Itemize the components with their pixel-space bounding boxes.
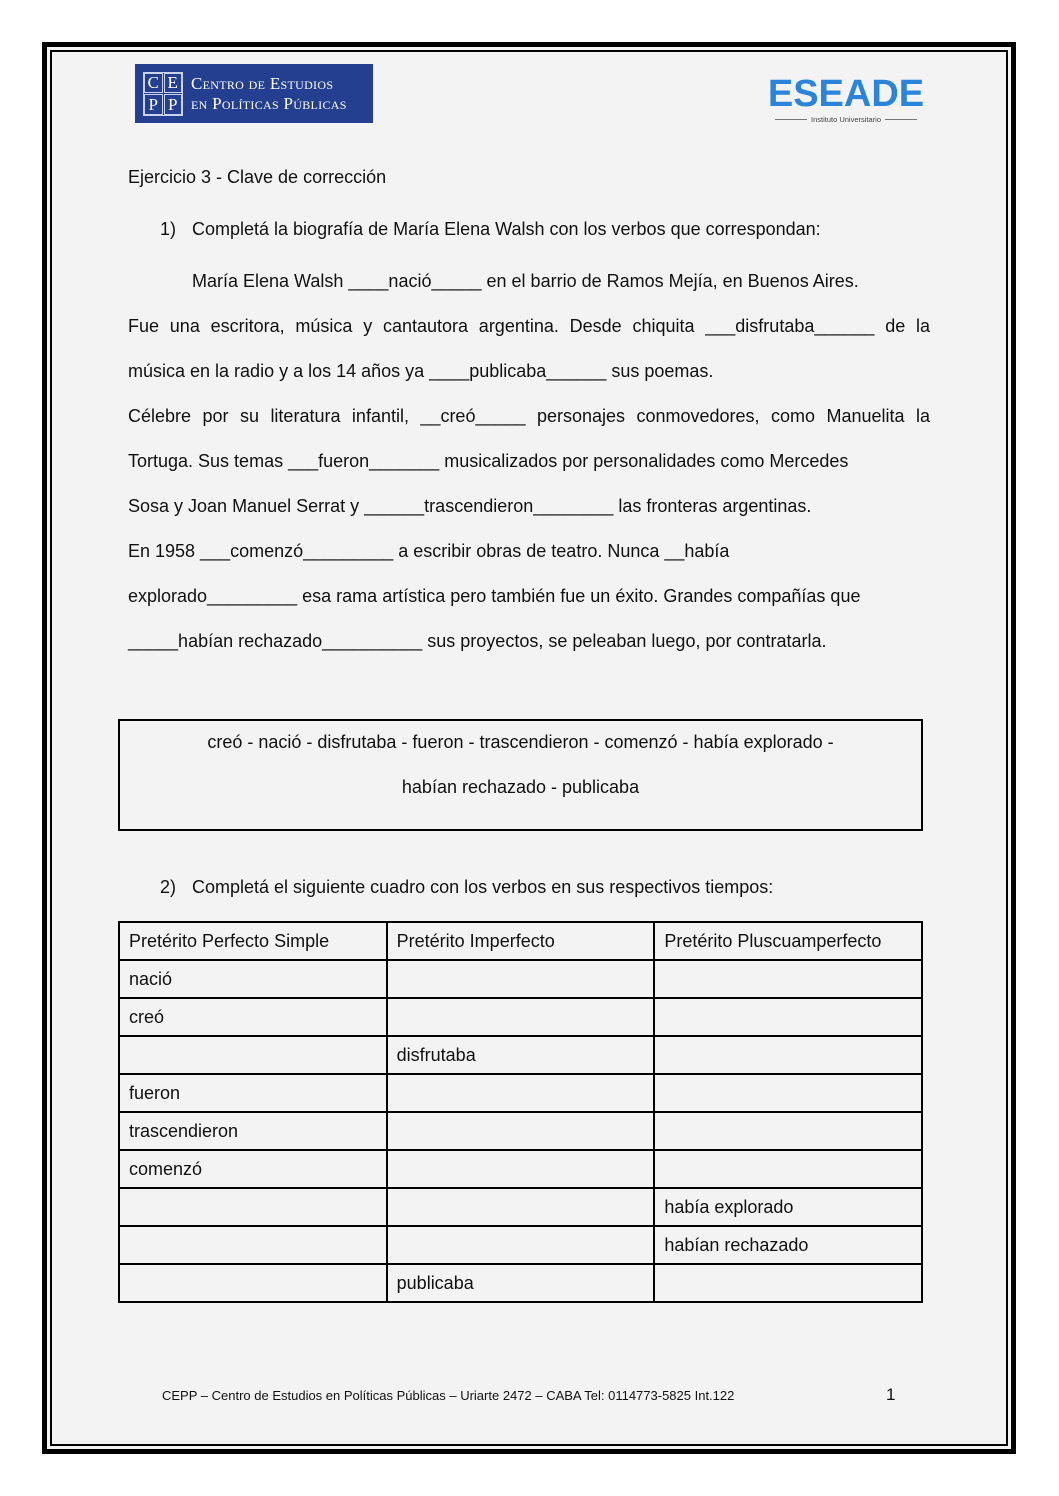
verb-tense-table (118, 921, 923, 1303)
table-cell (119, 1188, 387, 1226)
word-bank-line: habían rechazado - publicaba (401, 777, 640, 797)
table-row (119, 1112, 922, 1150)
biography-line: Tortuga. Sus temas ___fueron_______ musicalizados por personalidades como Mercedes (128, 451, 849, 471)
cepp-letter: P (164, 94, 183, 115)
divider (885, 119, 917, 120)
table-cell (387, 1188, 655, 1226)
table-cell: trascendieron (119, 1112, 387, 1150)
eseade-subtitle (766, 115, 926, 124)
eseade-logo (766, 74, 926, 124)
cepp-letter: P (144, 94, 163, 115)
word-bank-line: creó - nació - disfrutaba - fueron - trascendieron - comenzó - había explorado - (207, 732, 834, 752)
table-cell: disfrutaba (387, 1036, 655, 1074)
table-cell: publicaba (387, 1264, 655, 1302)
table-cell: comenzó (119, 1150, 387, 1188)
footer-address: CEPP – Centro de Estudios en Políticas Públicas – Uriarte 2472 – CABA Tel: 0114773-5825 Int.122 (162, 1388, 735, 1403)
table-cell (387, 960, 655, 998)
table-cell (654, 960, 922, 998)
cepp-name-line2: en Políticas Públicas (191, 93, 347, 113)
table-row (119, 998, 922, 1036)
biography-line: Sosa y Joan Manuel Serrat y ______trascendieron________ las fronteras argentinas. (128, 496, 812, 516)
table-cell: nació (119, 960, 387, 998)
biography-line: En 1958 ___comenzó_________ a escribir obras de teatro. Nunca __había (128, 541, 730, 561)
biography-line: Fue una escritora, música y cantautora argentina. Desde chiquita ___disfrutaba______ de la (128, 316, 930, 336)
table-cell: creó (119, 998, 387, 1036)
biography-line: explorado_________ esa rama artística pero también fue un éxito. Grandes compañías que (128, 586, 861, 606)
table-row (119, 1264, 922, 1302)
column-header: Pretérito Perfecto Simple (119, 922, 387, 960)
table-cell (654, 1074, 922, 1112)
table-row (119, 1226, 922, 1264)
table-cell: fueron (119, 1074, 387, 1112)
divider (775, 119, 807, 120)
table-cell (654, 998, 922, 1036)
table-row (119, 1074, 922, 1112)
table-row (119, 1188, 922, 1226)
table-cell (654, 1150, 922, 1188)
table-cell (387, 1074, 655, 1112)
cepp-name-line1: Centro de Estudios (191, 73, 334, 93)
question-2-prompt: Completá el siguiente cuadro con los verbos en sus respectivos tiempos: (192, 877, 774, 897)
question-2-number: 2) (160, 877, 177, 897)
word-bank-box (118, 719, 923, 831)
table-cell: habían rechazado (654, 1226, 922, 1264)
cepp-name (191, 74, 347, 114)
table-cell (654, 1112, 922, 1150)
biography-line: Célebre por su literatura infantil, __creó_____ personajes conmovedores, como Manuelita la (128, 406, 930, 426)
column-header: Pretérito Imperfecto (387, 922, 655, 960)
table-cell (387, 1226, 655, 1264)
table-header-row (119, 922, 922, 960)
table-cell (654, 1264, 922, 1302)
table-row (119, 1036, 922, 1074)
table-cell (387, 1150, 655, 1188)
cepp-logo (135, 64, 373, 123)
eseade-subtitle-text: Instituto Universitario (810, 115, 882, 124)
biography-line: _____habían rechazado__________ sus proyectos, se peleaban luego, por contratarla. (128, 631, 827, 651)
table-cell: había explorado (654, 1188, 922, 1226)
cepp-monogram (143, 72, 183, 116)
biography-line: María Elena Walsh ____nació_____ en el barrio de Ramos Mejía, en Buenos Aires. (192, 271, 859, 291)
table-cell (387, 1112, 655, 1150)
cepp-letter: C (144, 73, 163, 94)
page-number: 1 (886, 1385, 896, 1404)
question-1-number: 1) (160, 219, 177, 239)
cepp-letter: E (164, 73, 183, 94)
eseade-wordmark: ESEADE (767, 73, 925, 115)
table-cell (654, 1036, 922, 1074)
table-cell (387, 998, 655, 1036)
question-1-prompt: Completá la biografía de María Elena Walsh con los verbos que correspondan: (192, 219, 821, 239)
table-cell (119, 1036, 387, 1074)
column-header: Pretérito Pluscuamperfecto (654, 922, 922, 960)
exercise-title: Ejercicio 3 - Clave de corrección (128, 167, 387, 187)
table-row (119, 1150, 922, 1188)
table-row (119, 960, 922, 998)
table-cell (119, 1264, 387, 1302)
table-cell (119, 1226, 387, 1264)
biography-line: música en la radio y a los 14 años ya ____publicaba______ sus poemas. (128, 361, 714, 381)
